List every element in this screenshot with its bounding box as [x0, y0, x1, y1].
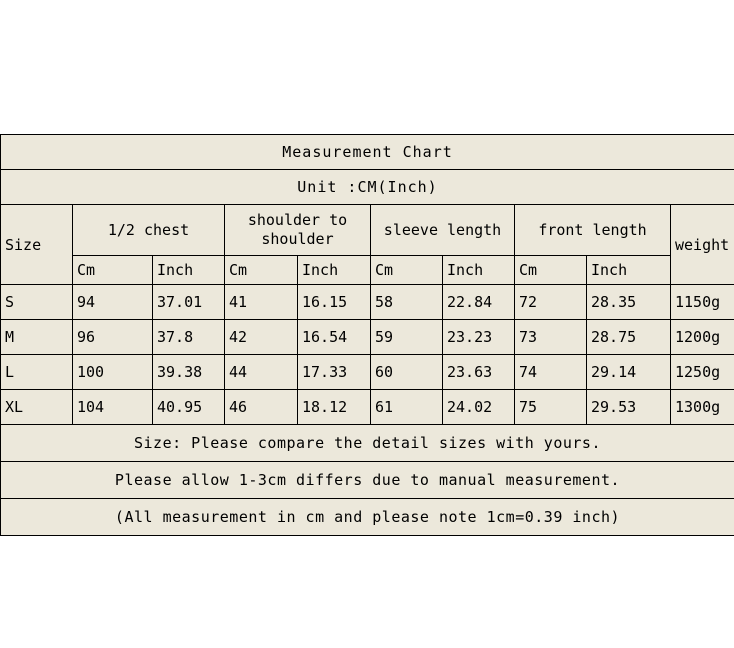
cell-shoulder-cm: 41 — [225, 285, 298, 320]
header-front-length: front length — [515, 205, 671, 256]
cell-chest-inch: 39.38 — [153, 355, 225, 390]
cell-shoulder-cm: 44 — [225, 355, 298, 390]
table-row — [1, 355, 734, 390]
unit-shoulder-cm: Cm — [225, 256, 298, 285]
chart-title: Measurement Chart — [1, 135, 734, 170]
cell-size: XL — [1, 390, 73, 425]
cell-weight: 1300g — [671, 390, 734, 425]
cell-shoulder-cm: 42 — [225, 320, 298, 355]
cell-shoulder-inch: 17.33 — [298, 355, 371, 390]
cell-sleeve-inch: 23.63 — [443, 355, 515, 390]
chart-subtitle: Unit :CM(Inch) — [1, 170, 734, 205]
table-row-title — [1, 135, 734, 170]
cell-shoulder-inch: 18.12 — [298, 390, 371, 425]
unit-shoulder-inch: Inch — [298, 256, 371, 285]
cell-weight: 1150g — [671, 285, 734, 320]
cell-chest-inch: 37.01 — [153, 285, 225, 320]
table-row-group-headers — [1, 205, 734, 256]
measurement-chart-table — [0, 134, 734, 536]
cell-weight: 1250g — [671, 355, 734, 390]
cell-sleeve-cm: 58 — [371, 285, 443, 320]
header-weight: weight — [671, 205, 734, 285]
cell-front-inch: 29.53 — [587, 390, 671, 425]
table-row-note — [1, 462, 734, 499]
note-tolerance: Please allow 1-3cm differs due to manual measurement. — [1, 462, 734, 499]
table-row-note — [1, 499, 734, 536]
table-row-subtitle — [1, 170, 734, 205]
cell-front-cm: 75 — [515, 390, 587, 425]
measurement-chart-sheet — [0, 134, 734, 530]
cell-front-cm: 74 — [515, 355, 587, 390]
cell-size: S — [1, 285, 73, 320]
cell-front-inch: 29.14 — [587, 355, 671, 390]
unit-front-cm: Cm — [515, 256, 587, 285]
cell-chest-cm: 96 — [73, 320, 153, 355]
cell-weight: 1200g — [671, 320, 734, 355]
header-half-chest: 1/2 chest — [73, 205, 225, 256]
cell-front-cm: 72 — [515, 285, 587, 320]
cell-size: M — [1, 320, 73, 355]
cell-shoulder-cm: 46 — [225, 390, 298, 425]
cell-size: L — [1, 355, 73, 390]
header-size: Size — [1, 205, 73, 285]
cell-chest-cm: 100 — [73, 355, 153, 390]
note-unit-conversion: (All measurement in cm and please note 1cm=0.39 inch) — [1, 499, 734, 536]
unit-chest-cm: Cm — [73, 256, 153, 285]
header-shoulder-to-shoulder: shoulder to shoulder — [225, 205, 371, 256]
cell-front-inch: 28.35 — [587, 285, 671, 320]
header-sleeve-length: sleeve length — [371, 205, 515, 256]
cell-front-inch: 28.75 — [587, 320, 671, 355]
cell-chest-cm: 104 — [73, 390, 153, 425]
unit-sleeve-cm: Cm — [371, 256, 443, 285]
cell-sleeve-inch: 22.84 — [443, 285, 515, 320]
cell-shoulder-inch: 16.54 — [298, 320, 371, 355]
cell-sleeve-inch: 23.23 — [443, 320, 515, 355]
table-row-unit-headers — [1, 256, 734, 285]
table-row — [1, 285, 734, 320]
table-row — [1, 320, 734, 355]
unit-front-inch: Inch — [587, 256, 671, 285]
cell-shoulder-inch: 16.15 — [298, 285, 371, 320]
cell-sleeve-cm: 60 — [371, 355, 443, 390]
note-compare-sizes: Size: Please compare the detail sizes with yours. — [1, 425, 734, 462]
cell-sleeve-cm: 59 — [371, 320, 443, 355]
cell-chest-inch: 40.95 — [153, 390, 225, 425]
unit-sleeve-inch: Inch — [443, 256, 515, 285]
cell-chest-cm: 94 — [73, 285, 153, 320]
cell-sleeve-inch: 24.02 — [443, 390, 515, 425]
cell-chest-inch: 37.8 — [153, 320, 225, 355]
table-row-note — [1, 425, 734, 462]
cell-sleeve-cm: 61 — [371, 390, 443, 425]
cell-front-cm: 73 — [515, 320, 587, 355]
table-row — [1, 390, 734, 425]
unit-chest-inch: Inch — [153, 256, 225, 285]
